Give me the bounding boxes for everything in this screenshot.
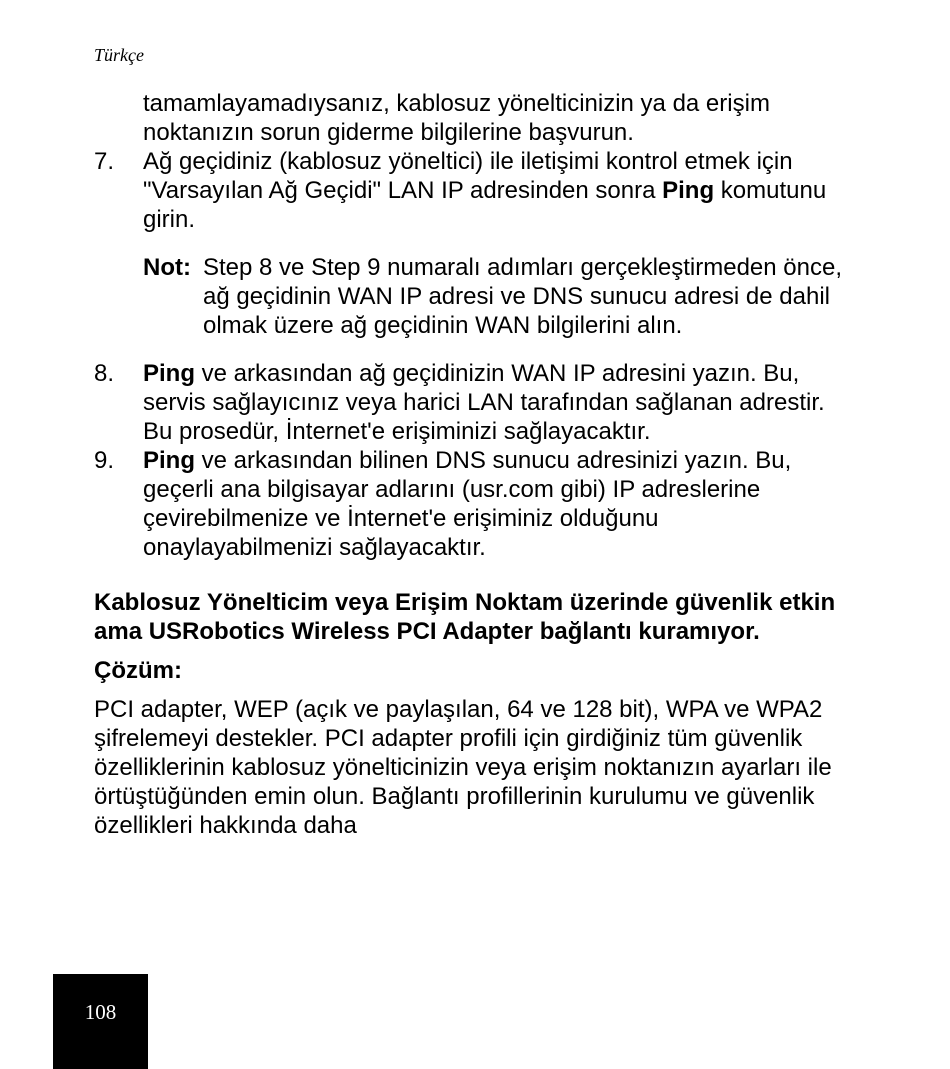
step-9-text: ve arkasından bilinen DNS sunucu adresinizi yazın. Bu, geçerli ana bilgisayar adlarını (usr.com gibi) IP adreslerine çevirebilmenize ve İnternet'e erişiminiz olduğunu onaylayabilmenizi sağlayacaktır.	[143, 447, 792, 561]
step-9	[94, 446, 854, 562]
step-8-ping-command: Ping	[143, 360, 195, 387]
note-label: Not:	[143, 254, 191, 281]
step-8	[94, 359, 854, 446]
solution-label: Çözüm:	[94, 657, 182, 684]
page-number-box	[53, 974, 148, 1069]
note-block	[143, 253, 854, 340]
header-language: Türkçe	[94, 45, 144, 65]
page-content	[94, 89, 854, 840]
problem-heading: Kablosuz Yönelticim veya Erişim Noktam üzerinde güvenlik etkin ama USRobotics Wireless PCI Adapter bağlantı kuramıyor.	[94, 589, 836, 645]
step-7	[94, 147, 854, 234]
step-7-text-before: Ağ geçidiniz (kablosuz yöneltici) ile iletişimi kontrol etmek için "Varsayılan Ağ Geçidi" LAN IP adresinden sonra	[143, 148, 793, 204]
step-8-text: ve arkasından ağ geçidinizin WAN IP adresini yazın. Bu, servis sağlayıcınız veya harici LAN tarafından sağlanan adrestir. Bu prosedür, İnternet'e erişiminizi sağlayacaktır.	[143, 360, 825, 445]
step-7-text-after: komutunu girin.	[143, 177, 827, 233]
step-9-ping-command: Ping	[143, 447, 195, 474]
note-text: Step 8 ve Step 9 numaralı adımları gerçekleştirmeden önce, ağ geçidinin WAN IP adresi ve DNS sunucu adresi de dahil olmak üzere ağ geçidinin WAN bilgilerini alın.	[203, 254, 842, 339]
step-8-number: 8.	[94, 360, 115, 387]
step-6-continuation: tamamlayamadıysanız, kablosuz yönelticinizin ya da erişim noktanızın sorun giderme bilgilerine başvurun.	[143, 90, 770, 146]
step-7-number: 7.	[94, 148, 115, 175]
solution-text: PCI adapter, WEP (açık ve paylaşılan, 64 ve 128 bit), WPA ve WPA2 şifrelemeyi destekler. PCI adapter profili için girdiğiniz tüm güvenlik özelliklerinin kablosuz yönelticinizin veya erişim noktanızın ayarları ile örtüştüğünden emin olun. Bağlantı profillerinin kurulumu ve güvenlik özellikleri hakkında daha	[94, 696, 832, 839]
step-9-number: 9.	[94, 447, 115, 474]
step-7-ping-command: Ping	[662, 177, 715, 204]
page-number: 108	[84, 1000, 117, 1024]
